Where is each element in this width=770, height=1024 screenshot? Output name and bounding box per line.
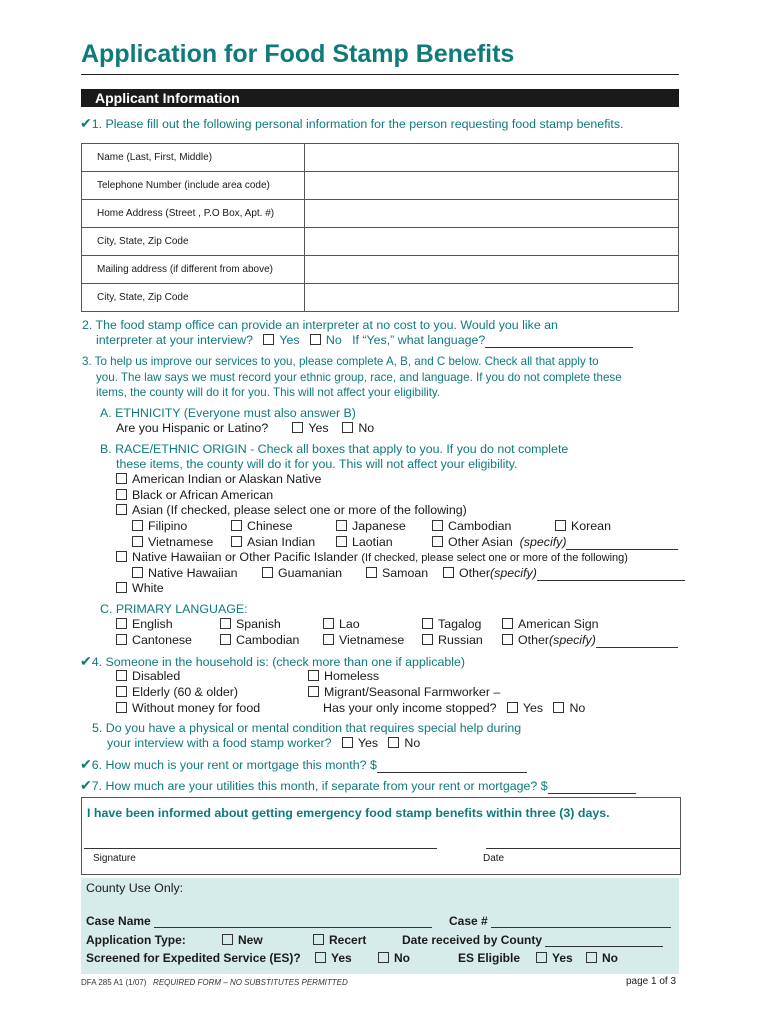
emergency-notice: I have been informed about getting emergency food stamp benefits within three (3) days. [87,806,610,820]
section-bar-applicant [81,89,679,107]
checkbox-black[interactable] [116,489,127,500]
form-title: Application for Food Stamp Benefits [81,40,515,68]
language-option: Russian [422,633,483,648]
checkbox-cambodian-lang[interactable] [220,634,231,645]
language-option: Other(specify) [502,633,678,648]
checkbox-pacific-other[interactable] [443,567,454,578]
language-option: Cantonese [116,633,192,648]
checkbox-elderly[interactable] [116,686,127,697]
checkbox-spanish[interactable] [220,618,231,629]
race-asian: Asian (If checked, please select one or more of the following) [116,503,467,518]
pacific-other-field[interactable] [537,580,685,581]
date-received-field[interactable] [545,946,663,947]
checkbox-without-money[interactable] [116,702,127,713]
info-label: City, State, Zip Code [82,284,305,312]
checkbox-cambodian[interactable] [432,520,443,531]
asian-option: Cambodian [432,519,511,534]
question-7: ✔7. How much are your utilities this month, if separate from your rent or mortgage? $ [80,778,636,794]
checkbox-japanese[interactable] [336,520,347,531]
asian-option: Chinese [231,519,292,534]
asian-option: Other Asian (specify) [432,535,678,550]
checkbox-pacific[interactable] [116,551,127,562]
signature-label: Signature [93,853,136,864]
checkbox-interpreter-no[interactable] [310,334,321,345]
checkbox-income-yes[interactable] [507,702,518,713]
race-title-2: these items, the county will do it for you. This will not affect your eligibility. [116,457,518,471]
date-label: Date [483,853,505,864]
checkbox-screened-no[interactable] [378,952,389,963]
question-2-line2: interpreter at your interview? Yes No If “Yes,” what language? [96,333,633,348]
checkbox-migrant[interactable] [308,686,319,697]
info-field-mailing[interactable] [305,256,679,284]
checkbox-disabled[interactable] [116,670,127,681]
pacific-option: Guamanian [262,566,342,581]
county-es-eligible: ES Eligible [458,951,521,965]
question-5-line2: your interview with a food stamp worker? Yes No [107,736,421,750]
county-new: New [222,933,263,947]
checkbox-hispanic-yes[interactable] [292,422,303,433]
question-6: ✔6. How much is your rent or mortgage this month? $ [80,757,527,773]
language-option: Tagalog [422,617,481,632]
asian-option: Filipino [132,519,187,534]
language-option: Spanish [220,617,281,632]
ethnicity-title: A. ETHNICITY (Everyone must also answer B) [100,406,356,420]
checkbox-tagalog[interactable] [422,618,433,629]
checkbox-asian[interactable] [116,504,127,515]
county-es-no: No [586,951,618,965]
info-label: Name (Last, First, Middle) [82,144,305,172]
language-option: Vietnamese [323,633,404,648]
county-case-number: Case # [449,914,671,928]
county-app-type: Application Type: [86,933,186,947]
checkbox-russian[interactable] [422,634,433,645]
question-2-line1: 2. The food stamp office can provide an interpreter at no cost to you. Would you like an [82,318,558,332]
county-screened-yes: Yes [315,951,352,965]
pacific-option: Other(specify) [443,566,685,581]
question-3-line1: 3. To help us improve our services to you, please complete A, B, and C below. Check all that apply to [82,355,599,368]
checkbox-laotian[interactable] [336,536,347,547]
form-footer: DFA 285 A1 (1/07) REQUIRED FORM – NO SUBSTITUTES PERMITTED [81,978,348,987]
checkbox-interpreter-yes[interactable] [263,334,274,345]
checkbox-filipino[interactable] [132,520,143,531]
interpreter-language-field[interactable] [485,347,633,348]
language-option: Lao [323,617,360,632]
ethnicity-question: Are you Hispanic or Latino? Yes No [116,421,375,435]
info-label: Telephone Number (include area code) [82,172,305,200]
title-divider [81,74,679,75]
signature-line[interactable] [84,848,437,849]
language-other-field[interactable] [596,647,678,648]
question-3-line2: you. The law says we must record your ethnic group, race, and language. If you do not complete these [96,371,622,384]
language-option: English [116,617,173,632]
county-screened: Screened for Expedited Service (ES)? [86,951,301,965]
checkbox-vietnamese[interactable] [132,536,143,547]
race-american-indian: American Indian or Alaskan Native [116,472,321,487]
checkbox-american-indian[interactable] [116,473,127,484]
checkbox-vietnamese-lang[interactable] [323,634,334,645]
question-3-line3: items, the county will do it for you. This will not affect your eligibility. [96,386,441,399]
checkbox-screened-yes[interactable] [315,952,326,963]
pacific-option: Samoan [366,566,428,581]
checkbox-homeless[interactable] [308,670,319,681]
date-line[interactable] [486,848,680,849]
question-5-line1: 5. Do you have a physical or mental condition that requires special help during [92,721,522,735]
info-field-phone[interactable] [305,172,679,200]
language-option: American Sign [502,617,599,632]
county-es-yes: Yes [536,951,573,965]
household-option: Homeless [308,669,379,684]
county-date-received: Date received by County [402,933,663,947]
checkbox-recert[interactable] [313,934,324,945]
checkmark-icon: ✔ [80,777,92,793]
race-black: Black or African American [116,488,273,503]
language-option: Cambodian [220,633,299,648]
county-screened-no: No [378,951,410,965]
rent-field[interactable] [377,772,527,773]
asian-option: Laotian [336,535,393,550]
household-option: Disabled [116,669,180,684]
checkbox-asian-indian[interactable] [231,536,242,547]
checkbox-cantonese[interactable] [116,634,127,645]
checkmark-icon: ✔ [80,756,92,772]
checkbox-es-no[interactable] [586,952,597,963]
race-title: B. RACE/ETHNIC ORIGIN - Check all boxes that apply to you. If you do not complete [100,442,569,456]
checkbox-income-no[interactable] [553,702,564,713]
checkbox-condition-no[interactable] [388,737,399,748]
emergency-notice-box [81,797,681,875]
household-option: Elderly (60 & older) [116,685,238,700]
case-name-field[interactable] [154,927,432,928]
checkbox-korean[interactable] [555,520,566,531]
county-use-box [81,878,679,974]
info-field-mailing-city[interactable] [305,284,679,312]
county-recert: Recert [313,933,366,947]
info-label: Mailing address (if different from above) [82,256,305,284]
language-title: C. PRIMARY LANGUAGE: [100,602,248,616]
checkbox-condition-yes[interactable] [342,737,353,748]
info-label: City, State, Zip Code [82,228,305,256]
checkbox-other-asian[interactable] [432,536,443,547]
checkmark-icon: ✔ [80,115,92,131]
asian-option: Asian Indian [231,535,315,550]
checkbox-chinese[interactable] [231,520,242,531]
page-number: page 1 of 3 [626,976,677,987]
checkmark-icon: ✔ [80,653,92,669]
county-title: County Use Only: [86,881,184,895]
checkbox-white[interactable] [116,582,127,593]
question-1: ✔1. Please fill out the following personal information for the person requesting food stamp benefits. [80,115,624,131]
household-option: Without money for food [116,701,260,716]
question-4: ✔4. Someone in the household is: (check more than one if applicable) [80,653,466,669]
info-field-address[interactable] [305,200,679,228]
info-label: Home Address (Street , P.O Box, Apt. #) [82,200,305,228]
info-field-name[interactable] [305,144,679,172]
race-white: White [116,581,164,596]
section-title: Applicant Information [95,90,240,106]
pacific-option: Native Hawaiian [132,566,238,581]
utilities-field[interactable] [548,793,636,794]
asian-option: Japanese [336,519,406,534]
checkbox-samoan[interactable] [366,567,377,578]
asian-option: Korean [555,519,611,534]
checkbox-lao[interactable] [323,618,334,629]
asian-option: Vietnamese [132,535,213,550]
info-field-city[interactable] [305,228,679,256]
checkbox-language-other[interactable] [502,634,513,645]
checkbox-native-hawaiian[interactable] [132,567,143,578]
household-option: Migrant/Seasonal Farmworker – [308,685,500,700]
checkbox-hispanic-no[interactable] [342,422,353,433]
checkbox-english[interactable] [116,618,127,629]
checkbox-american-sign[interactable] [502,618,513,629]
case-number-field[interactable] [491,927,671,928]
checkbox-es-yes[interactable] [536,952,547,963]
income-stopped: Has your only income stopped? Yes No [323,701,586,715]
applicant-info-table [81,143,679,312]
county-case-name: Case Name [86,914,432,928]
checkbox-guamanian[interactable] [262,567,273,578]
checkbox-new[interactable] [222,934,233,945]
race-pacific: Native Hawaiian or Other Pacific Islander (If checked, please select one or more of the following) [116,550,628,566]
